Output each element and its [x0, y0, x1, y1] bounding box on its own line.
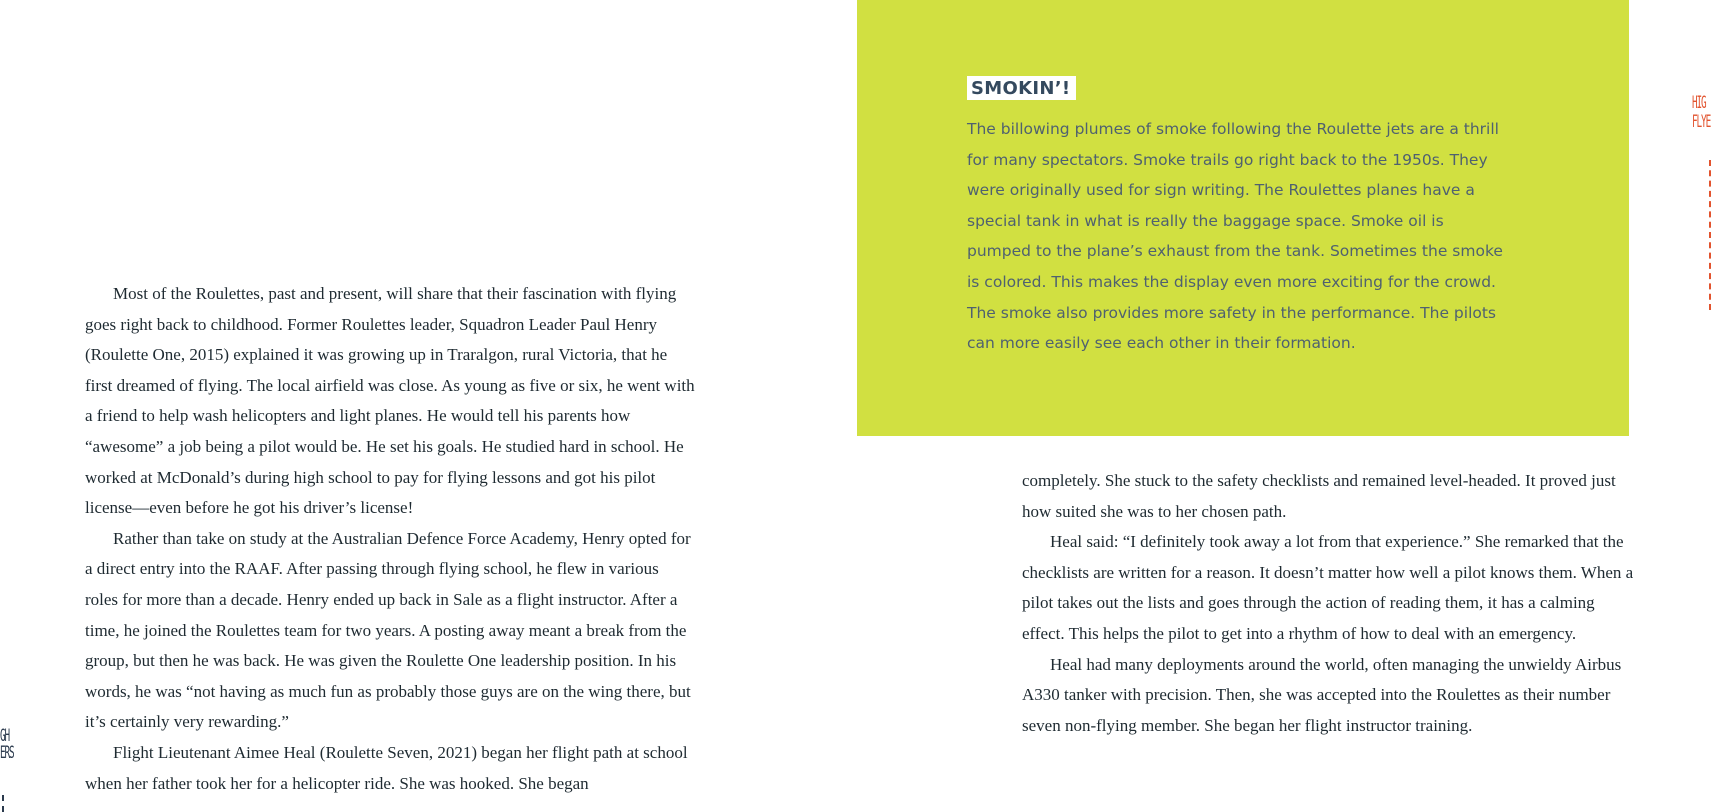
running-head-right-tab — [1692, 94, 1710, 132]
paragraph-childhood: Most of the Roulettes, past and present, will share that their fascination with flying goes right back to childhood. Former Roulettes leader, Squadron Leader Paul Henry (Roulette One, 2015) explained it was growing up in Traralgon, rural Victoria, that he first dreamed of flying. The local airfield was close. As young as five or six, he went with a friend to help wash helicopters and light planes. He would tell his parents how “awesome” a job being a pilot would be. He set his goals. He studied hard in school. He worked at McDonald’s during high school to pay for flying lessons and got his pilot license—even before he got his driver’s license! — [85, 284, 695, 518]
running-head-left-line-2: ERS — [0, 743, 14, 763]
paragraph-heal-deployments: Heal had many deployments around the world, often managing the unwieldy Airbus A330 tanker with precision. Then, she was accepted into the Roulettes as their number seven non-flying member. She began her flight instructor training. — [1022, 654, 1622, 735]
paragraph-henry-career: Rather than take on study at the Australian Defence Force Academy, Henry opted for a direct entry into the RAAF. After passing through flying school, he flew in various roles for more than a decade. Henry ended up back in Sale as a flight instructor. After a time, he joined the Roulettes team for two years. A posting away meant a break from the group, but then he was back. He was given the Roulette One leadership position. In his words, he was “not having as much fun as probably those guys are on the wing there, but it’s certainly very rewarding.” — [85, 528, 691, 732]
paragraph-heal-intro: Flight Lieutenant Aimee Heal (Roulette Seven, 2021) began her flight path at school when her father took her for a helicopter ride. She was hooked. She began — [85, 742, 688, 793]
sidebar-body: The billowing plumes of smoke following the Roulette jets are a thrill for many spectators. Smoke trails go right back to the 1950s. They were originally used for sign writing. The Roulettes planes have a special tank in what is really the baggage space. Smoke oil is pumped to the plane’s exhaust from the tank. Sometimes the smoke is colored. This makes the display even more exciting for the crowd. The smoke also provides more safety in the performance. The pilots can more easily see each other in their formation. — [967, 120, 1503, 353]
smoke-sidebar-box — [857, 0, 1629, 436]
sidebar-title: SMOKIN’! — [967, 76, 1076, 100]
left-tab-dashed-line — [2, 795, 4, 812]
running-head-left-tab — [0, 728, 14, 762]
running-head-right-line-1: HIG — [1692, 93, 1706, 113]
left-text-column — [85, 279, 695, 799]
paragraph-heal-checklists: Heal said: “I definitely took away a lot from that experience.” She remarked that the checklists are written for a reason. It doesn’t matter how well a pilot knows them. When a pilot takes out the lists and goes through the action of reading them, it has a calming effect. This helps the pilot to get into a rhythm of how to deal with an emergency. — [1022, 532, 1634, 643]
running-head-left-line-1: GH — [0, 726, 10, 746]
running-head-right-line-2: FLYE — [1692, 112, 1711, 132]
right-tab-dashed-line — [1709, 160, 1711, 310]
right-text-column — [1022, 466, 1634, 741]
paragraph-heal-continued: completely. She stuck to the safety checklists and remained level-headed. It proved just how suited she was to her chosen path. — [1022, 471, 1616, 521]
